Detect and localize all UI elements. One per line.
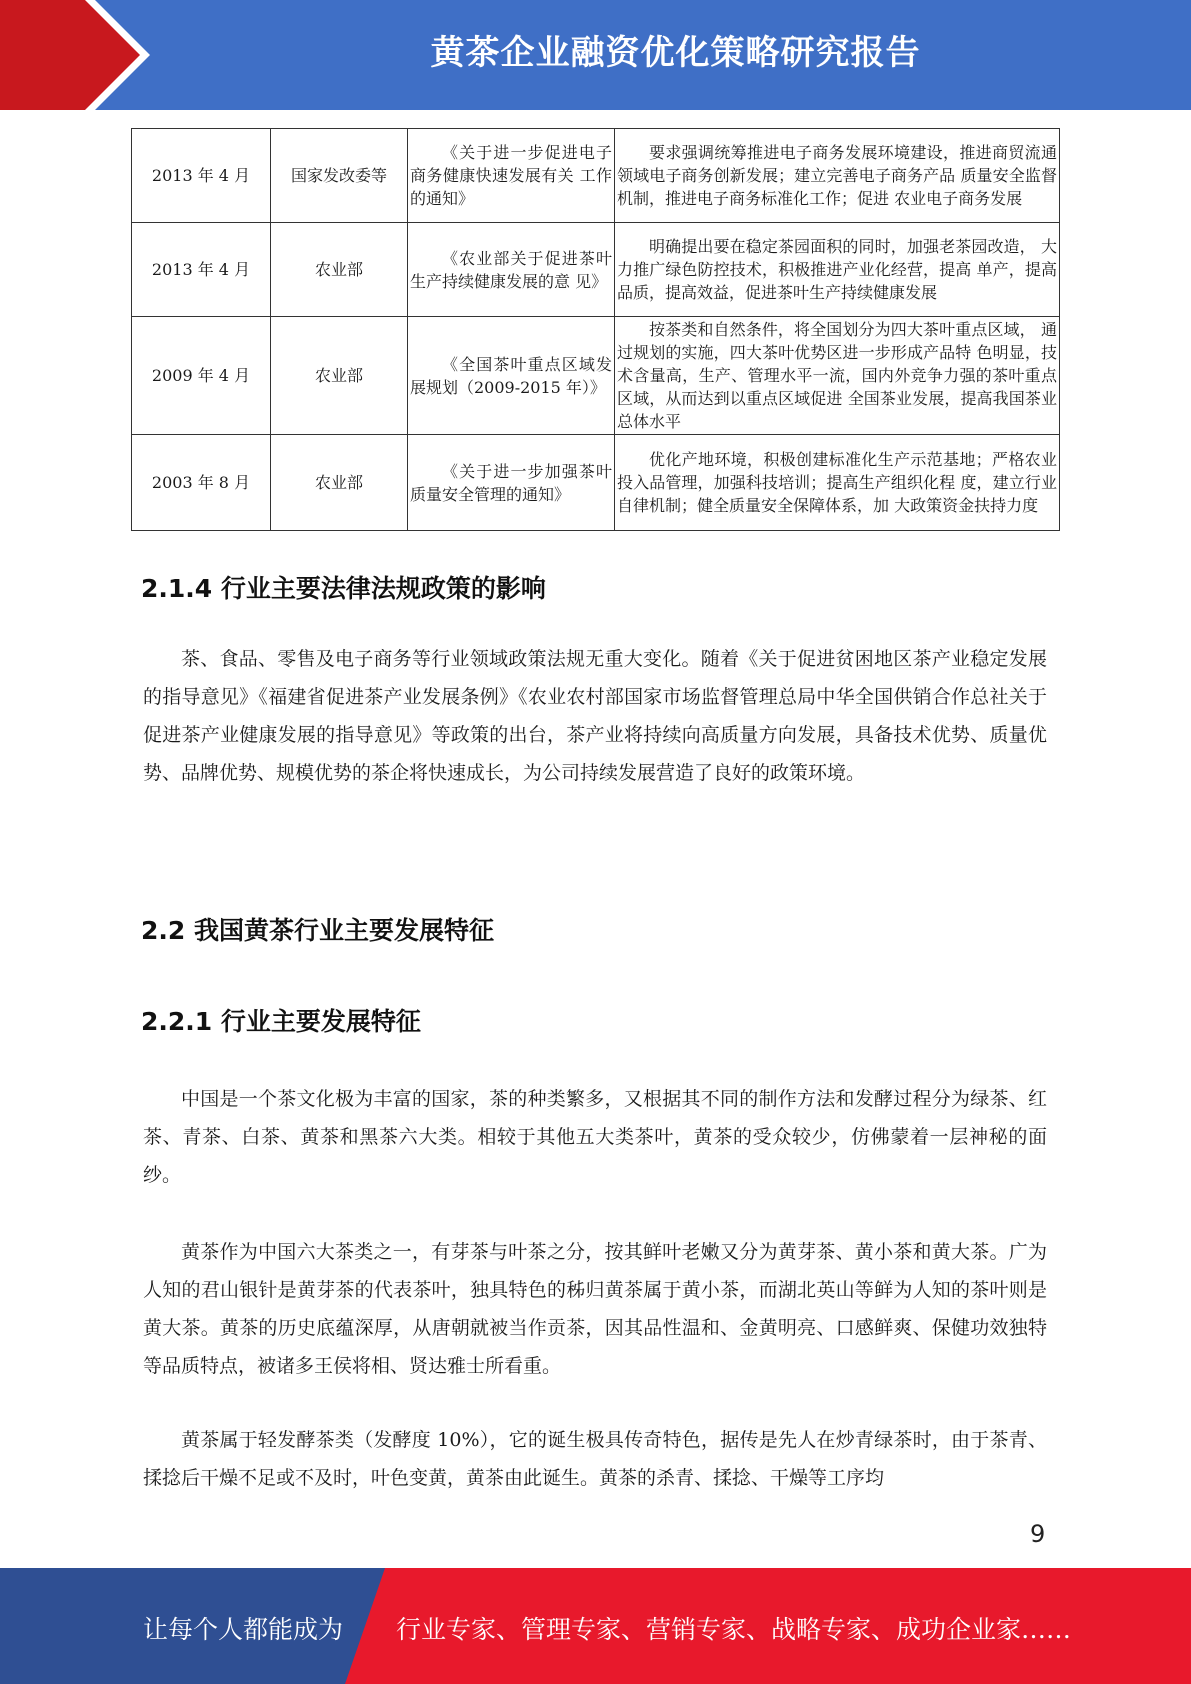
table-row <box>132 317 1060 435</box>
policy-table <box>131 128 1060 531</box>
table-cell-doc: 《全国茶叶重点区域发 展规划（2009-2015 年）》 <box>408 317 615 435</box>
table-cell-doc: 《关于进一步加强茶叶 质量安全管理的通知》 <box>408 435 615 531</box>
header-arrow-decoration <box>0 0 160 110</box>
section-heading-2-2: 2.2 我国黄茶行业主要发展特征 <box>141 916 494 945</box>
section-heading-2-1-4: 2.1.4 行业主要法律法规政策的影响 <box>141 574 546 603</box>
table-row <box>132 435 1060 531</box>
table-cell-date: 2009 年 4 月 <box>132 317 271 435</box>
section-2-1-4-paragraph: 茶、食品、零售及电子商务等行业领域政策法规无重大变化。随着《关于促进贫困地区茶产业稳定发展的指导意见》《福建省促进茶产业发展条例》《农业农村部国家市场监督管理总局中华全国供销合作总社关于促进茶产业健康发展的指导意见》等政策的出台，茶产业将持续向高质量方向发展，具备技术优势、质量优势、品牌优势、规模优势的茶企将快速成长，为公司持续发展营造了良好的政策环境。 <box>143 648 1047 784</box>
table-cell-content: 要求强调统筹推进电子商务发展环境建设，推进商贸流通领域电子商务创新发展；建立完善电子商务产品 质量安全监督机制，推进电子商务标准化工作；促进 农业电子商务发展 <box>615 129 1060 223</box>
table-cell-date: 2013 年 4 月 <box>132 223 271 317</box>
table-cell-doc: 《农业部关于促进茶叶 生产持续健康发展的意 见》 <box>408 223 615 317</box>
table-cell-doc: 《关于进一步促进电子 商务健康快速发展有关 工作的通知》 <box>408 129 615 223</box>
table-cell-dept: 农业部 <box>271 435 408 531</box>
page-number: 9 <box>1030 1520 1046 1548</box>
table-cell-content: 优化产地环境，积极创建标准化生产示范基地；严格农业投入品管理，加强科技培训；提高生产组织化程 度，建立行业自律机制；健全质量安全保障体系，加 大政策资金扶持力度 <box>615 435 1060 531</box>
table-cell-dept: 国家发改委等 <box>271 129 408 223</box>
section-heading-2-2-1: 2.2.1 行业主要发展特征 <box>141 1007 421 1036</box>
header-banner <box>0 0 1191 110</box>
section-2-2-1-paragraph-3: 黄茶属于轻发酵茶类（发酵度 10%），它的诞生极具传奇特色，据传是先人在炒青绿茶时，由于茶青、揉捻后干燥不足或不及时，叶色变黄，黄茶由此诞生。黄茶的杀青、揉捻、干燥等工序均 <box>143 1429 1047 1489</box>
table-cell-date: 2003 年 8 月 <box>132 435 271 531</box>
section-2-2-1-paragraph-1: 中国是一个茶文化极为丰富的国家，茶的种类繁多，又根据其不同的制作方法和发酵过程分为绿茶、红茶、青茶、白茶、黄茶和黑茶六大类。相较于其他五大类茶叶，黄茶的受众较少，仿佛蒙着一层神秘的面纱。 <box>143 1088 1047 1186</box>
table-cell-dept: 农业部 <box>271 223 408 317</box>
table-cell-content: 按茶类和自然条件，将全国划分为四大茶叶重点区域， 通过规划的实施，四大茶叶优势区进一步形成产品特 色明显，技术含量高，生产、管理水平一流，国内外竞争力强的茶叶重点区域，从而达到以重点区域促进 全国茶业发展，提高我国茶业总体水平 <box>615 317 1060 435</box>
table-row <box>132 129 1060 223</box>
section-2-2-1-paragraph-2: 黄茶作为中国六大茶类之一，有芽茶与叶茶之分，按其鲜叶老嫩又分为黄芽茶、黄小茶和黄大茶。广为人知的君山银针是黄芽茶的代表茶叶，独具特色的秭归黄茶属于黄小茶，而湖北英山等鲜为人知的茶叶则是黄大茶。黄茶的历史底蕴深厚，从唐朝就被当作贡茶，因其品性温和、金黄明亮、口感鲜爽、保健功效独特等品质特点，被诸多王侯将相、贤达雅士所看重。 <box>143 1241 1047 1377</box>
footer-slogan-right: 行业专家、管理专家、营销专家、战略专家、成功企业家…… <box>396 1615 1072 1644</box>
table-cell-content: 明确提出要在稳定茶园面积的同时，加强老茶园改造， 大力推广绿色防控技术，积极推进产业化经营，提高 单产，提高品质，提高效益，促进茶叶生产持续健康发展 <box>615 223 1060 317</box>
table-cell-dept: 农业部 <box>271 317 408 435</box>
footer-slogan-left: 让每个人都能成为 <box>143 1615 344 1644</box>
report-title: 黄茶企业融资优化策略研究报告 <box>430 33 921 73</box>
table-row <box>132 223 1060 317</box>
table-cell-date: 2013 年 4 月 <box>132 129 271 223</box>
